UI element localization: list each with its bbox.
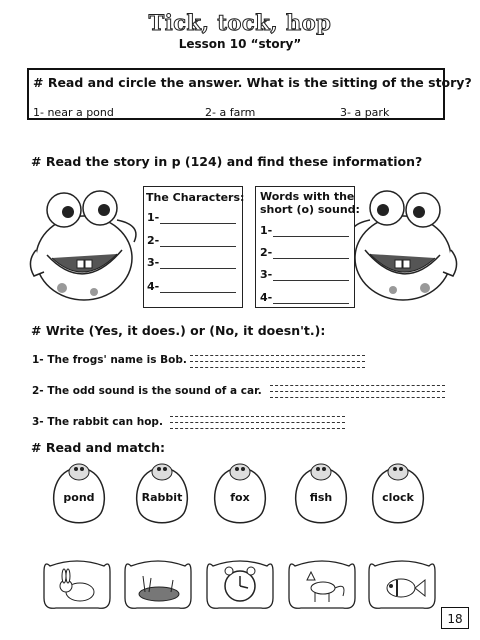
words-title-line2: short (o) sound:	[260, 203, 360, 216]
word-blank-2[interactable]	[273, 258, 349, 259]
fox-picture-icon[interactable]	[285, 558, 359, 612]
page-number: 18	[441, 607, 469, 629]
rabbit-picture-icon[interactable]	[40, 558, 114, 612]
match-word-4: fish	[309, 491, 333, 504]
word-blank-3[interactable]	[273, 280, 349, 281]
answer-line-1a[interactable]	[190, 355, 365, 356]
word-blank-1[interactable]	[273, 236, 349, 237]
option-1[interactable]: 1- near a pond	[33, 106, 114, 119]
word-label-1: 1-	[260, 224, 273, 237]
word-label-2: 2-	[260, 246, 273, 259]
character-label-1: 1-	[147, 211, 160, 224]
fish-picture-icon[interactable]	[365, 558, 439, 612]
clock-picture-icon[interactable]	[203, 558, 277, 612]
pond-picture-icon[interactable]	[121, 558, 195, 612]
word-label-4: 4-	[260, 291, 273, 304]
character-blank-3[interactable]	[160, 268, 236, 269]
match-question: # Read and match:	[31, 440, 166, 455]
match-word-5: clock	[382, 491, 414, 504]
yes-no-question: # Write (Yes, it does.) or (No, it doesn't.):	[31, 323, 326, 338]
answer-line-3a[interactable]	[170, 416, 345, 417]
worksheet-title: Tick, tock, hop	[148, 10, 332, 35]
characters-title: The Characters:	[146, 191, 245, 204]
lesson-subtitle: Lesson 10 “story”	[178, 37, 302, 51]
setting-question: # Read and circle the answer. What is the sitting of the story?	[33, 75, 472, 90]
word-label-3: 3-	[260, 268, 273, 281]
sentence-1: 1- The frogs' name is Bob.	[32, 354, 187, 366]
words-title-line1: Words with the	[260, 190, 355, 203]
answer-line-2b[interactable]	[270, 391, 445, 392]
sentence-2: 2- The odd sound is the sound of a car.	[32, 385, 262, 397]
answer-line-2a[interactable]	[270, 385, 445, 386]
match-word-1: pond	[63, 491, 95, 504]
answer-line-2c[interactable]	[270, 397, 445, 398]
option-3[interactable]: 3- a park	[340, 106, 390, 119]
character-label-4: 4-	[147, 280, 160, 293]
character-blank-1[interactable]	[160, 223, 236, 224]
option-2[interactable]: 2- a farm	[205, 106, 256, 119]
answer-line-3b[interactable]	[170, 422, 345, 423]
word-blank-4[interactable]	[273, 303, 349, 304]
match-word-3: fox	[230, 491, 250, 504]
info-question: # Read the story in p (124) and find these information?	[31, 154, 423, 169]
character-label-3: 3-	[147, 256, 160, 269]
character-blank-2[interactable]	[160, 246, 236, 247]
sentence-3: 3- The rabbit can hop.	[32, 416, 163, 428]
match-word-2: Rabbit	[141, 491, 183, 504]
answer-line-1b[interactable]	[190, 361, 365, 362]
answer-line-1c[interactable]	[190, 367, 365, 368]
left-frog-illustration	[22, 180, 152, 320]
character-blank-4[interactable]	[160, 292, 236, 293]
character-label-2: 2-	[147, 234, 160, 247]
answer-line-3c[interactable]	[170, 428, 345, 429]
